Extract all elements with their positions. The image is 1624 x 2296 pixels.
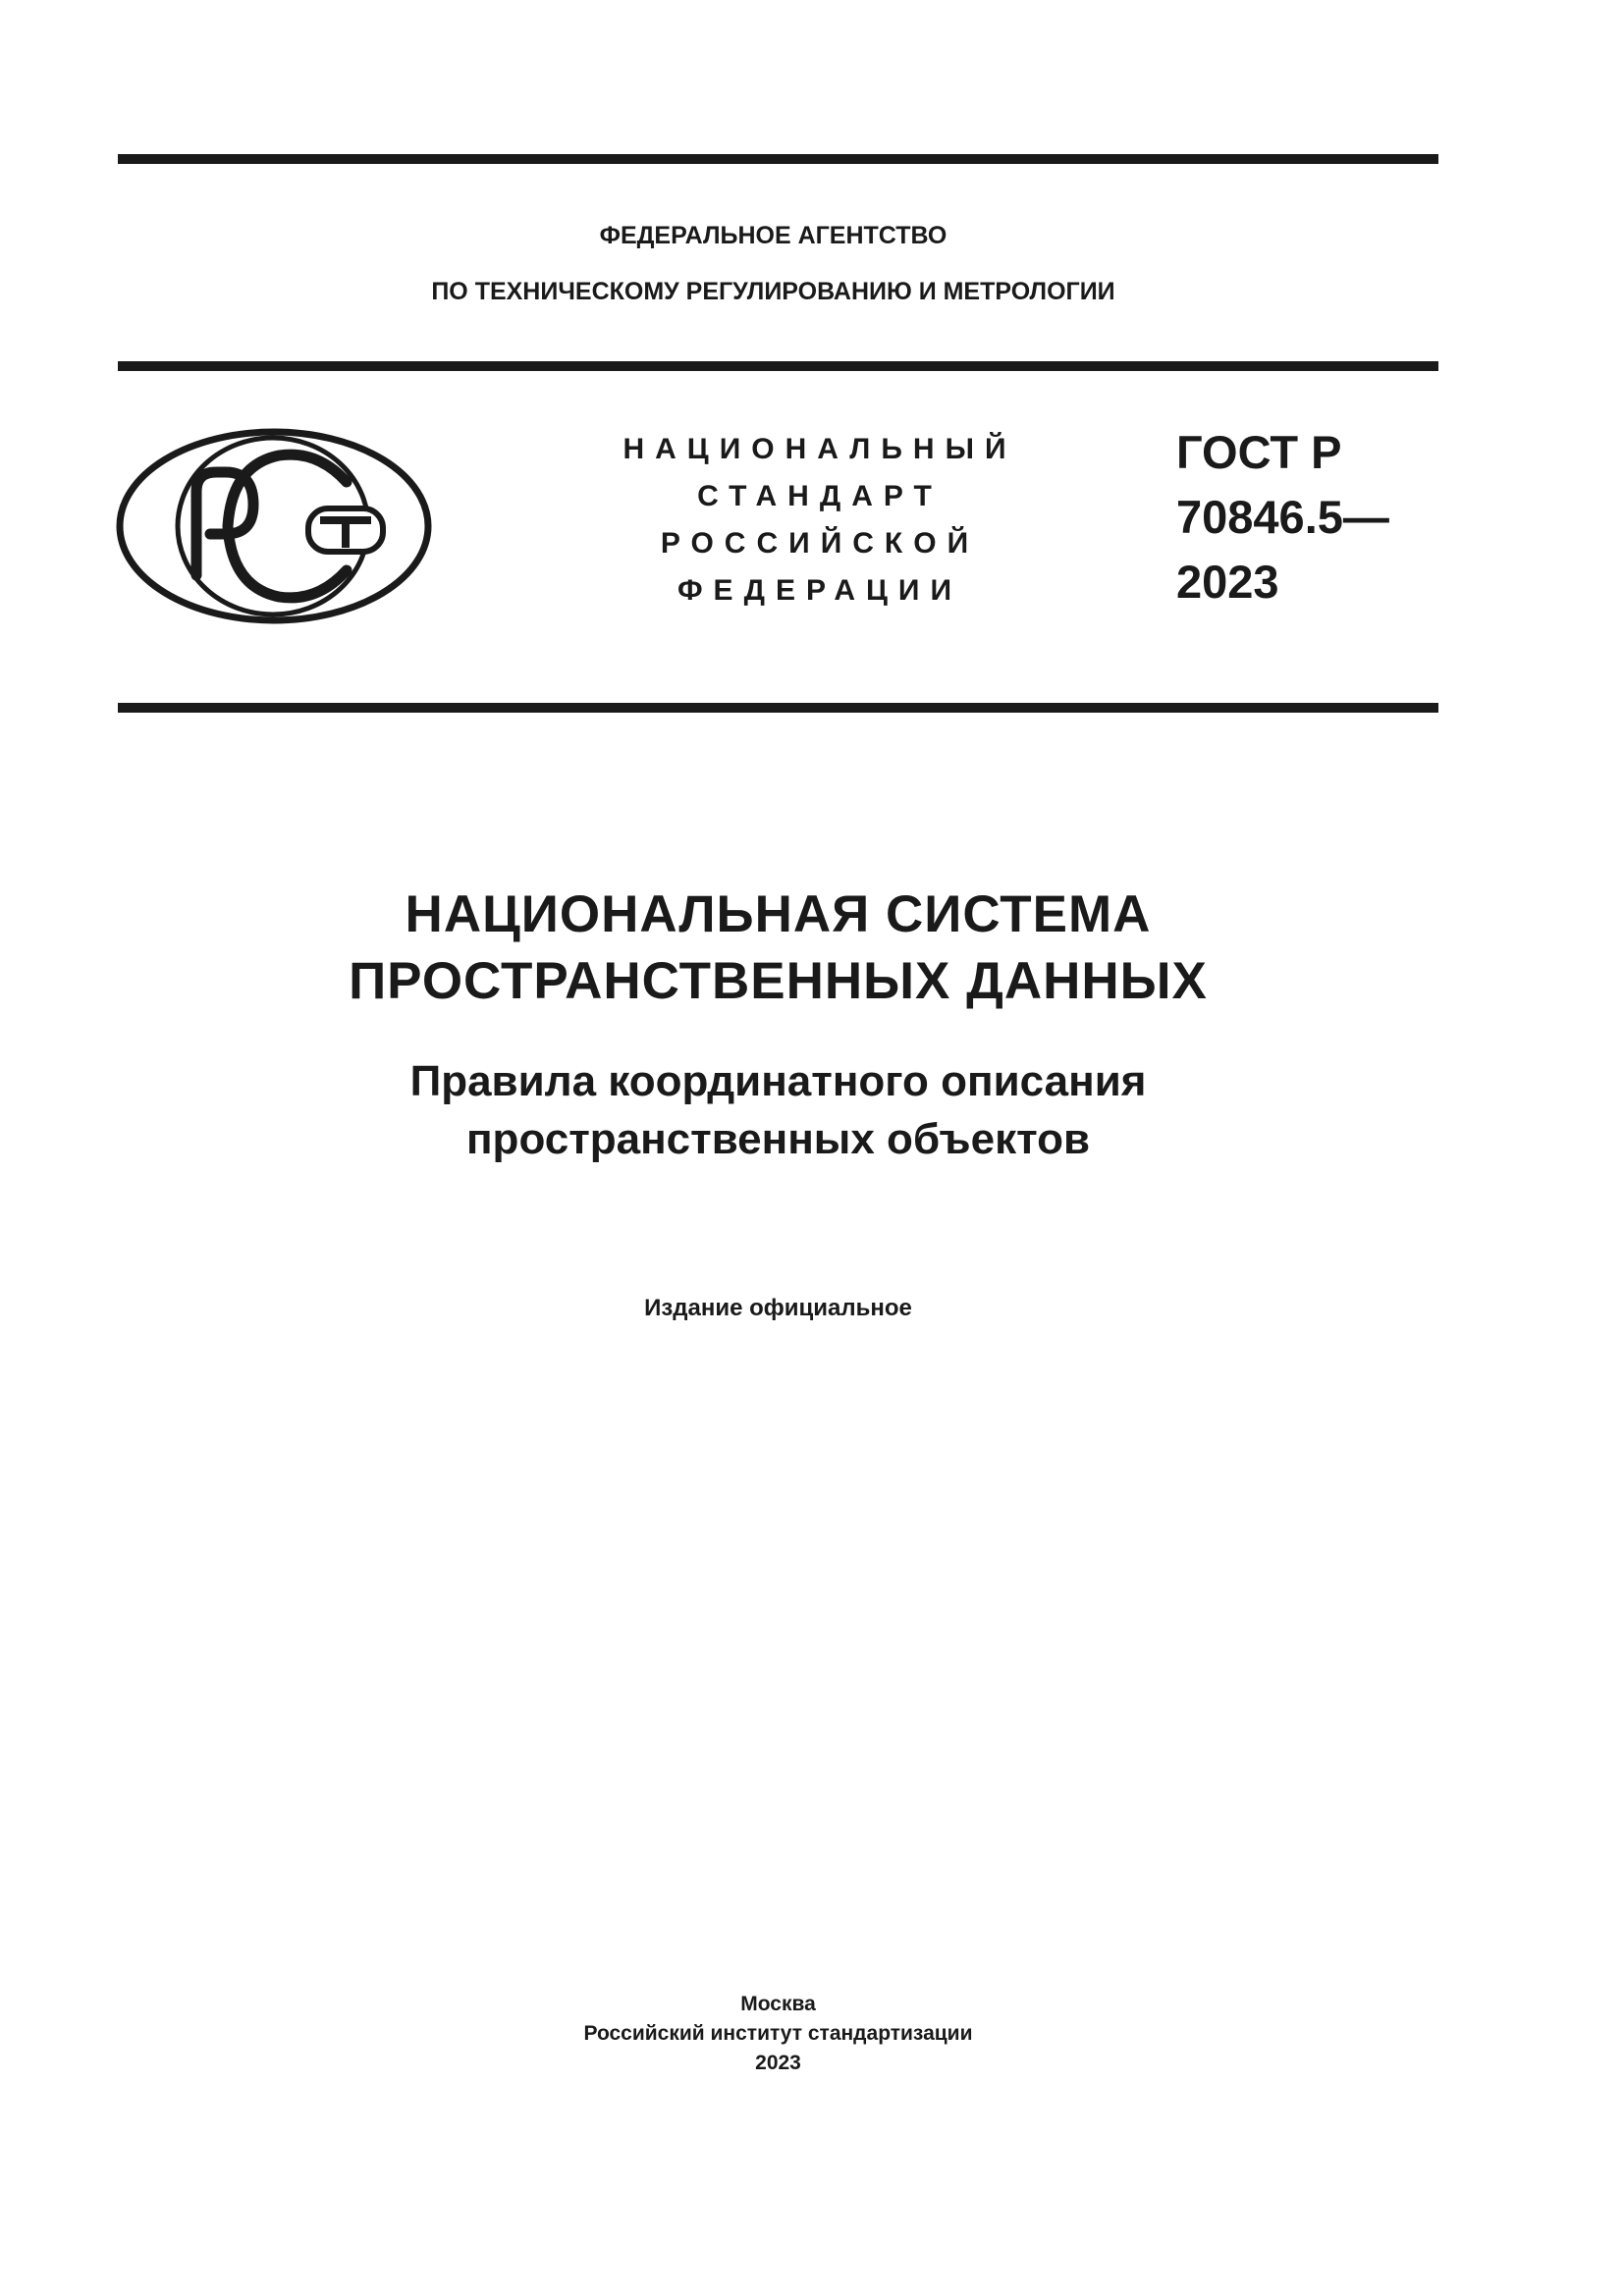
subtitle-line-1: Правила координатного описания: [409, 1057, 1147, 1105]
national-standard-line-2: СТАНДАРТ: [697, 480, 943, 512]
designation-line-1: ГОСТ Р: [1176, 426, 1342, 478]
subtitle-line-2: пространственных объектов: [465, 1115, 1090, 1163]
national-standard-line-4: ФЕДЕРАЦИИ: [677, 574, 963, 607]
title-line-2: ПРОСТРАНСТВЕННЫХ ДАННЫХ: [349, 952, 1208, 1010]
rst-certification-emblem-icon: [116, 428, 432, 624]
national-standard-label: [594, 426, 1046, 614]
document-subtitle: [118, 1052, 1438, 1168]
agency-name-line-1: ФЕДЕРАЛЬНОЕ АГЕНТСТВО: [599, 222, 947, 249]
bottom-header-rule: [118, 703, 1438, 713]
national-standard-line-3: РОССИЙСКОЙ: [660, 527, 980, 560]
publisher-name: Российский институт стандартизации: [583, 2022, 973, 2045]
designation-line-3: 2023: [1176, 556, 1279, 608]
publisher-year: 2023: [755, 2052, 801, 2074]
publisher-block: [118, 1990, 1438, 2078]
agency-name-line-2: ПО ТЕХНИЧЕСКОМУ РЕГУЛИРОВАНИЮ И МЕТРОЛОГИИ: [431, 278, 1115, 305]
top-rule: [118, 154, 1438, 164]
national-standard-line-1: НАЦИОНАЛЬНЫЙ: [623, 433, 1017, 465]
document-title: [118, 881, 1438, 1015]
publisher-city: Москва: [740, 1993, 816, 2015]
title-line-1: НАЦИОНАЛЬНАЯ СИСТЕМА: [405, 885, 1152, 943]
standard-designation: [1176, 420, 1389, 614]
edition-label: Издание официальное: [644, 1295, 912, 1321]
designation-line-2: 70846.5—: [1176, 491, 1389, 543]
middle-rule: [118, 361, 1438, 371]
